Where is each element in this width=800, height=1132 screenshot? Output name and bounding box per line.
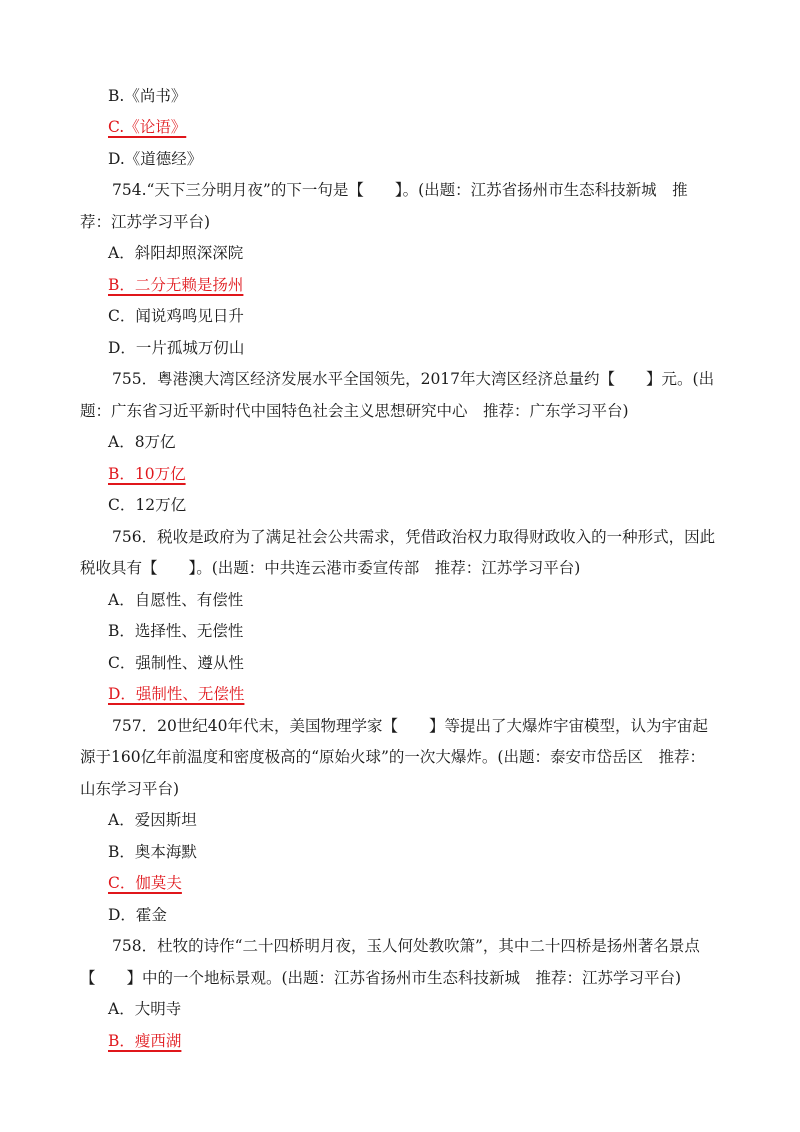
- question-755-text-cont: 题：广东省习近平新时代中国特色社会主义思想研究中心 推荐：广东学习平台): [80, 402, 629, 420]
- question-754-text-cont: 荐：江苏学习平台): [80, 213, 211, 231]
- option-a: A．大明寺: [108, 1000, 182, 1018]
- question-757-text-cont: 源于160亿年前温度和密度极高的“原始火球”的一次大爆炸。(出题：泰安市岱岳区 推荐：: [80, 748, 705, 766]
- option-c: C．闻说鸡鸣见日升: [108, 307, 244, 325]
- option-b-correct: B．10万亿: [108, 465, 186, 483]
- option-c-correct: C.《论语》: [108, 118, 187, 136]
- option-b: B．选择性、无偿性: [108, 622, 244, 640]
- question-754-text: 754.“天下三分明月夜”的下一句是【 】。(出题：江苏省扬州市生态科技新城 推: [112, 181, 688, 199]
- option-b: B．奥本海默: [108, 843, 197, 861]
- option-c: C．12万亿: [108, 496, 187, 514]
- question-757-text: 757．20世纪40年代末，美国物理学家【 】等提出了大爆炸宇宙模型，认为宇宙起: [112, 717, 709, 735]
- question-758-text: 758．杜牧的诗作“二十四桥明月夜，玉人何处教吹箫”，其中二十四桥是扬州著名景点: [112, 937, 700, 955]
- option-a: A．8万亿: [108, 433, 176, 451]
- option-d: D.《道德经》: [108, 150, 203, 168]
- question-755-text: 755．粤港澳大湾区经济发展水平全国领先，2017年大湾区经济总量约【 】元。(出: [112, 370, 715, 388]
- option-b-correct: B．瘦西湖: [108, 1032, 182, 1050]
- option-c: C．强制性、遵从性: [108, 654, 244, 672]
- option-d: D．霍金: [108, 906, 167, 924]
- option-a: A．斜阳却照深深院: [108, 244, 244, 262]
- question-757-text-cont: 山东学习平台): [80, 780, 180, 798]
- option-b: B.《尚书》: [108, 87, 187, 105]
- option-d: D．一片孤城万仞山: [108, 339, 245, 357]
- option-a: A．自愿性、有偿性: [108, 591, 244, 609]
- question-756-text-cont: 税收具有【 】。(出题：中共连云港市委宣传部 推荐：江苏学习平台): [80, 559, 581, 577]
- option-d-correct: D．强制性、无偿性: [108, 685, 245, 703]
- option-a: A．爱因斯坦: [108, 811, 197, 829]
- option-b-correct: B．二分无赖是扬州: [108, 276, 244, 294]
- option-c-correct: C．伽莫夫: [108, 874, 182, 892]
- question-756-text: 756．税收是政府为了满足社会公共需求，凭借政治权力取得财政收入的一种形式，因此: [112, 528, 716, 546]
- question-758-text-cont: 【 】中的一个地标景观。(出题：江苏省扬州市生态科技新城 推荐：江苏学习平台): [80, 969, 682, 987]
